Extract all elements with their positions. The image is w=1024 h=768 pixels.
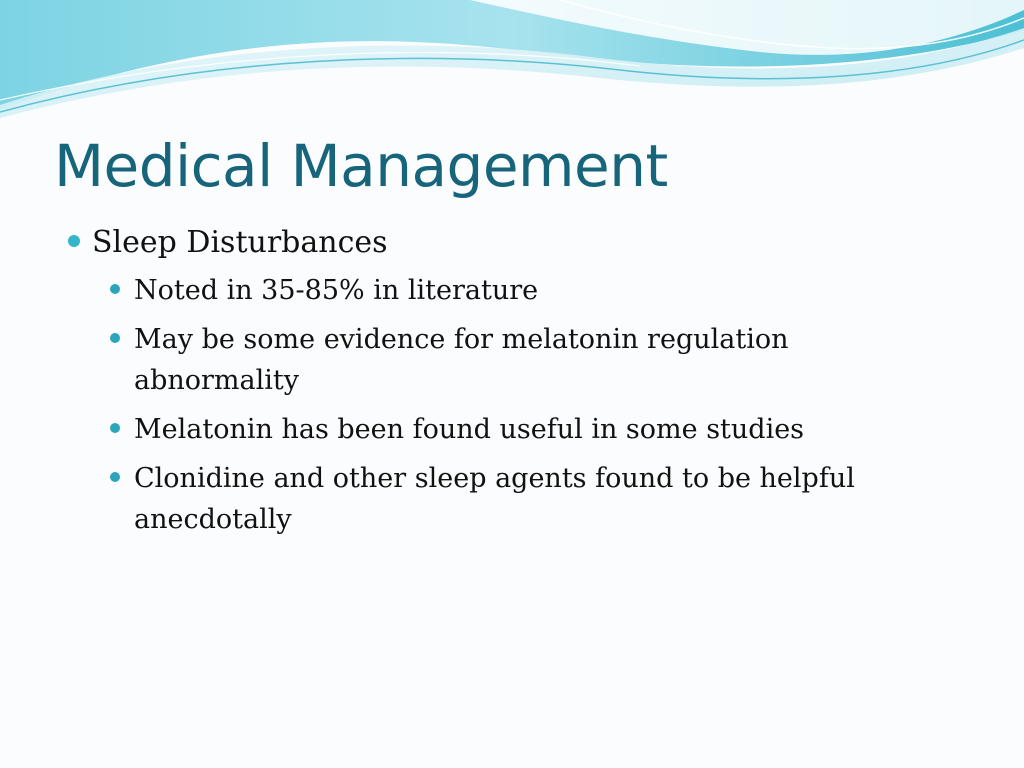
sub-bullet-text: Noted in 35-85% in literature	[134, 275, 539, 306]
sub-bullet-text: Clonidine and other sleep agents found to be helpful anecdotally	[134, 463, 855, 535]
main-bullet-text: Sleep Disturbances	[92, 225, 388, 260]
bullet-icon	[110, 284, 120, 294]
bullet-icon	[68, 235, 80, 247]
slide-content	[68, 222, 968, 548]
bullet-icon	[110, 423, 120, 433]
sub-bullet-text: Melatonin has been found useful in some studies	[134, 414, 805, 445]
sub-bullet-item	[110, 409, 924, 450]
sub-bullet-text: May be some evidence for melatonin regulation abnormality	[134, 324, 789, 396]
sub-bullet-item	[110, 458, 924, 540]
decorative-header-wave	[0, 0, 1024, 130]
sub-bullet-item	[110, 319, 924, 401]
bullet-icon	[110, 333, 120, 343]
slide-title: Medical Management	[54, 132, 668, 200]
sub-bullet-list	[68, 270, 968, 540]
main-bullet-item	[68, 222, 968, 264]
sub-bullet-item	[110, 270, 924, 311]
bullet-icon	[110, 472, 120, 482]
